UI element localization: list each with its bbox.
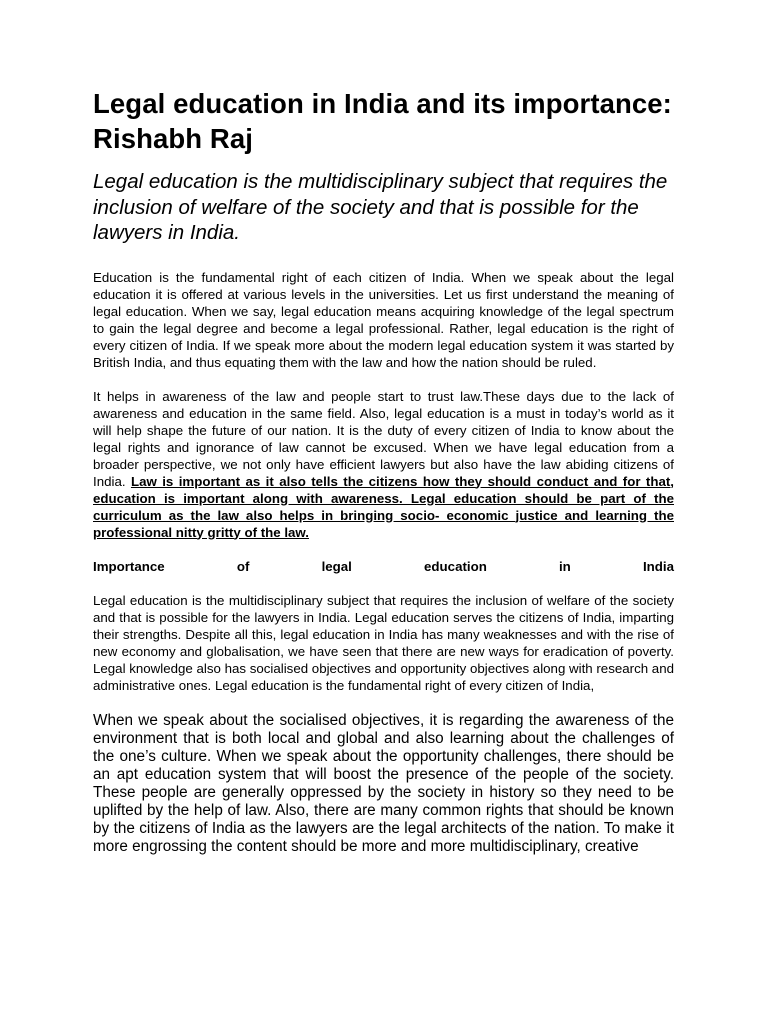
page-title: Legal education in India and its importance: Rishabh Raj <box>93 88 672 154</box>
subtitle: Legal education is the multidisciplinary subject that requires the inclusion of welfare of the society and that is possible for the lawyers in India. <box>93 170 668 244</box>
section-heading <box>93 558 674 575</box>
paragraph-4: When we speak about the socialised objectives, it is regarding the awareness of the environment that is both local and global and also learning about the challenges of the one’s culture. When we speak about the opportunity challenges, there should be an apt education system that will boost the presence of the people of the society. These people are generally oppressed by the society in history so they need to be uplifted by the help of law. Also, there are many common rights that should be known by the citizens of India as the lawyers are the legal architects of the nation. To make it more engrossing the content should be more and more multidisciplinary, creative <box>93 711 674 856</box>
section-heading-word: of <box>236 558 250 574</box>
section-heading-word: India <box>642 558 674 574</box>
section-heading-word: education <box>424 558 487 574</box>
paragraph-2-text: It helps in awareness of the law and people start to trust law.These days due to the lack of awareness and education in the same field. Also, legal education is a must in today’s world as it will help shape the future of our nation. It is the duty of every citizen of India to know about the legal rights and ignorance of law cannot be excused. When we have legal education from a broader perspective, we not only have efficient lawyers but also have the law abiding citizens of India. <box>93 388 674 489</box>
paragraph-2-emphasis: Law is important as it also tells the citizens how they should conduct and for that, education is important along with awareness. Legal education should be part of the curriculum as the law also helps in bringing socio- economic justice and learning the professional nitty gritty of the law. <box>93 473 674 540</box>
section-heading-word: Importance <box>93 558 165 574</box>
document-body <box>93 86 674 856</box>
paragraph-1: Education is the fundamental right of each citizen of India. When we speak about the legal education it is offered at various levels in the universities. Let us first understand the meaning of legal education. When we say, legal education means acquiring knowledge of the legal spectrum to gain the legal degree and become a legal professional. Rather, legal education is the right of every citizen of India. If we speak more about the modern legal education system it was started by British India, and thus equating them with the law and how the nation should be ruled. <box>93 269 674 370</box>
section-heading-word: in <box>558 558 571 574</box>
paragraph-3: Legal education is the multidisciplinary subject that requires the inclusion of welfare of the society and that is possible for the lawyers in India. Legal education serves the citizens of India, imparting their strengths. Despite all this, legal education in India has many weaknesses and with the rise of new economy and globalisation, we have seen that there are new ways for eradication of poverty. Legal knowledge also has socialised objectives and opportunity objectives along with research and administrative ones. Legal education is the fundamental right of every citizen of India, <box>93 592 674 693</box>
paragraph-2 <box>93 388 674 541</box>
section-heading-word: legal <box>321 558 352 574</box>
